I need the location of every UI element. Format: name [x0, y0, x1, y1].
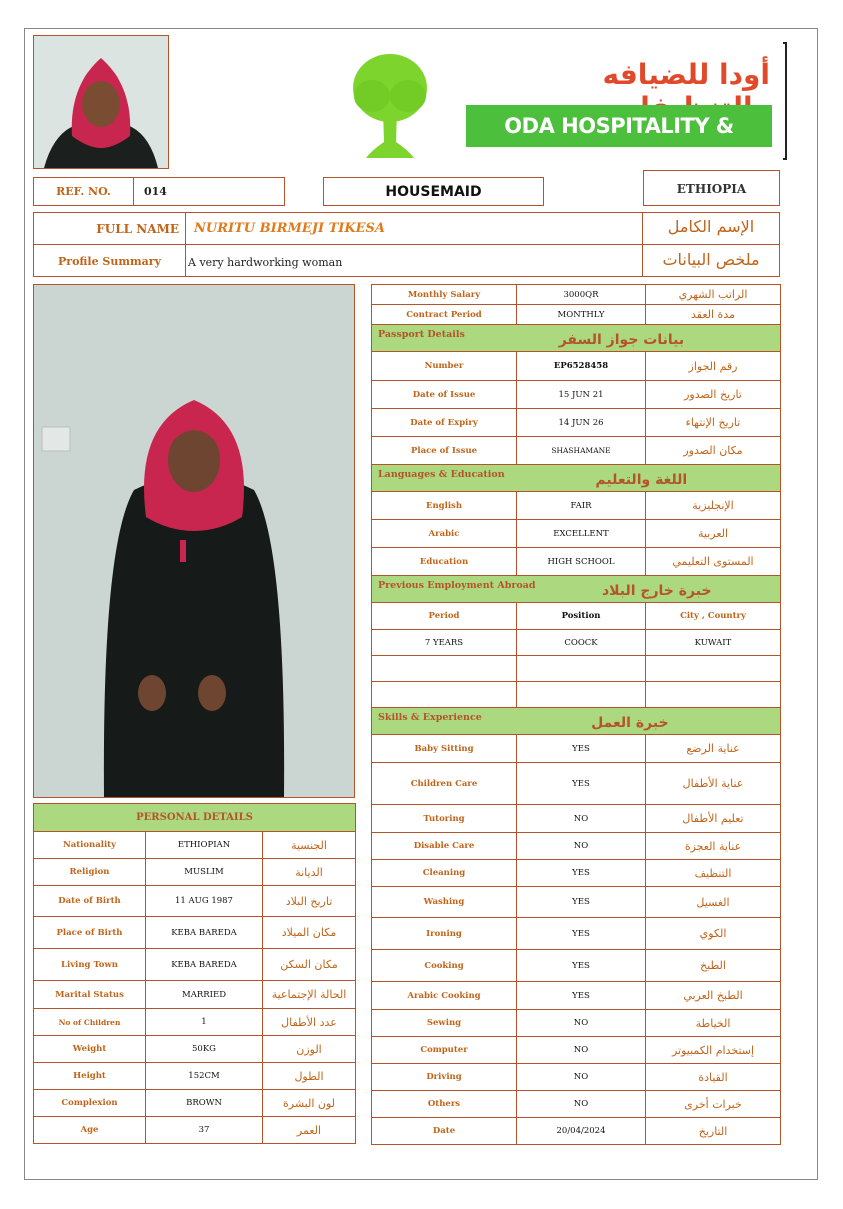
employment-country: KUWAIT — [646, 630, 781, 656]
date-arabic: التاريخ — [646, 1118, 781, 1145]
table-row — [372, 409, 781, 437]
place-of-issue-label: Place of Issue — [372, 437, 517, 465]
table-row — [372, 305, 781, 325]
table-row — [372, 1037, 781, 1064]
skills-section-header — [372, 708, 781, 735]
baby-sitting-arabic: عناية الرضع — [646, 735, 781, 763]
table-row — [34, 917, 356, 949]
ironing-label: Ironing — [372, 918, 517, 950]
sewing-label: Sewing — [372, 1010, 517, 1037]
table-row — [372, 763, 781, 805]
personal-details-title: PERSONAL DETAILS — [34, 804, 356, 832]
baby-sitting-value: YES — [517, 735, 646, 763]
education-label: Education — [372, 548, 517, 576]
employment-title-ar: خبرة خارج البلاد — [601, 582, 712, 599]
religion-label: Religion — [34, 859, 146, 886]
tutoring-value: NO — [517, 805, 646, 833]
table-row — [372, 1064, 781, 1091]
personal-details-header — [34, 804, 356, 832]
nationality-value: ETHIOPIAN — [146, 832, 263, 859]
full-name-row — [34, 213, 779, 245]
table-row — [372, 656, 781, 682]
table-row — [372, 1010, 781, 1037]
disable-care-arabic: عناية العجزة — [646, 833, 781, 860]
passport-title-en: Passport Details — [378, 328, 465, 340]
table-row — [34, 1009, 356, 1036]
place-of-birth-value: KEBA BAREDA — [146, 917, 263, 949]
table-row — [34, 1090, 356, 1117]
employment-columns — [372, 603, 781, 630]
profile-summary-row — [34, 245, 779, 277]
living-town-value: KEBA BAREDA — [146, 949, 263, 981]
tutoring-label: Tutoring — [372, 805, 517, 833]
table-row — [372, 492, 781, 520]
cooking-label: Cooking — [372, 950, 517, 982]
contract-period-value: MONTHLY — [517, 305, 646, 325]
children-value: 1 — [146, 1009, 263, 1036]
table-row — [372, 381, 781, 409]
arabic-value: EXCELLENT — [517, 520, 646, 548]
tree-logo-icon — [350, 50, 430, 160]
religion-arabic: الديانة — [263, 859, 356, 886]
children-arabic: عدد الأطفال — [263, 1009, 356, 1036]
table-row — [34, 949, 356, 981]
weight-arabic: الوزن — [263, 1036, 356, 1063]
contract-period-label: Contract Period — [372, 305, 517, 325]
others-label: Others — [372, 1091, 517, 1118]
position-title: HOUSEMAID — [323, 177, 544, 206]
table-row — [372, 520, 781, 548]
place-of-birth-arabic: مكان الميلاد — [263, 917, 356, 949]
disable-care-value: NO — [517, 833, 646, 860]
sewing-arabic: الخياطة — [646, 1010, 781, 1037]
details-table — [371, 284, 781, 1145]
skills-title-ar: خبرة العمل — [591, 714, 669, 731]
ref-number-box — [33, 177, 285, 206]
place-of-issue-value: SHASHAMANE — [517, 437, 646, 465]
table-row — [372, 630, 781, 656]
arabic-label: Arabic — [372, 520, 517, 548]
passport-number-value: EP6528458 — [517, 352, 646, 381]
country-title: ETHIOPIA — [643, 170, 780, 206]
arabic-arabic: العربية — [646, 520, 781, 548]
living-town-label: Living Town — [34, 949, 146, 981]
table-row — [34, 1063, 356, 1090]
cleaning-label: Cleaning — [372, 860, 517, 887]
place-of-birth-label: Place of Birth — [34, 917, 146, 949]
table-row — [372, 352, 781, 381]
washing-label: Washing — [372, 887, 517, 918]
full-name-label: FULL NAME — [34, 213, 186, 244]
children-care-value: YES — [517, 763, 646, 805]
table-row — [372, 548, 781, 576]
height-value: 152CM — [146, 1063, 263, 1090]
table-row — [372, 285, 781, 305]
date-value: 20/04/2024 — [517, 1118, 646, 1145]
arabic-cooking-label: Arabic Cooking — [372, 982, 517, 1010]
ref-number-value: 014 — [144, 185, 167, 198]
english-label: English — [372, 492, 517, 520]
ironing-arabic: الكوي — [646, 918, 781, 950]
full-name-arabic: الإسم الكامل — [642, 213, 779, 244]
washing-value: YES — [517, 887, 646, 918]
table-row — [34, 886, 356, 917]
logo-arabic-name: أودا للضيافه — [602, 58, 770, 91]
profile-summary-arabic: ملخص البيانات — [642, 245, 779, 277]
city-country-column-header: City , Country — [646, 603, 781, 630]
marital-status-label: Marital Status — [34, 981, 146, 1009]
table-row — [372, 1091, 781, 1118]
contract-period-arabic: مدة العقد — [646, 305, 781, 325]
computer-arabic: إستخدام الكمبيوتر — [646, 1037, 781, 1064]
name-summary-box — [33, 212, 780, 277]
expiry-date-label: Date of Expiry — [372, 409, 517, 437]
complexion-arabic: لون البشرة — [263, 1090, 356, 1117]
cooking-arabic: الطبخ — [646, 950, 781, 982]
issue-date-value: 15 JUN 21 — [517, 381, 646, 409]
others-value: NO — [517, 1091, 646, 1118]
full-body-photo — [33, 284, 355, 798]
issue-date-label: Date of Issue — [372, 381, 517, 409]
languages-section-header — [372, 465, 781, 492]
children-care-arabic: عناية الأطفال — [646, 763, 781, 805]
logo-english-banner: ODA HOSPITALITY & CLEANING — [466, 105, 772, 147]
nationality-label: Nationality — [34, 832, 146, 859]
profile-summary-label: Profile Summary — [34, 245, 186, 277]
table-row — [372, 437, 781, 465]
washing-arabic: الغسيل — [646, 887, 781, 918]
employment-position: COOCK — [517, 630, 646, 656]
personal-details-table — [33, 803, 356, 1144]
issue-date-arabic: تاريخ الصدور — [646, 381, 781, 409]
computer-label: Computer — [372, 1037, 517, 1064]
passport-number-arabic: رقم الجواز — [646, 352, 781, 381]
table-row — [372, 860, 781, 887]
disable-care-label: Disable Care — [372, 833, 517, 860]
complexion-value: BROWN — [146, 1090, 263, 1117]
baby-sitting-label: Baby Sitting — [372, 735, 517, 763]
others-arabic: خبرات أخرى — [646, 1091, 781, 1118]
place-of-issue-arabic: مكان الصدور — [646, 437, 781, 465]
age-label: Age — [34, 1117, 146, 1144]
driving-label: Driving — [372, 1064, 517, 1091]
driving-value: NO — [517, 1064, 646, 1091]
education-value: HIGH SCHOOL — [517, 548, 646, 576]
nationality-arabic: الجنسية — [263, 832, 356, 859]
children-label: No of Children — [34, 1009, 146, 1036]
arabic-cooking-value: YES — [517, 982, 646, 1010]
tutoring-arabic: تعليم الأطفال — [646, 805, 781, 833]
employment-section-header — [372, 576, 781, 603]
small-photo — [33, 35, 169, 169]
employment-period: 7 YEARS — [372, 630, 517, 656]
english-value: FAIR — [517, 492, 646, 520]
height-arabic: الطول — [263, 1063, 356, 1090]
sewing-value: NO — [517, 1010, 646, 1037]
weight-label: Weight — [34, 1036, 146, 1063]
languages-title-en: Languages & Education — [378, 468, 505, 480]
expiry-date-value: 14 JUN 26 — [517, 409, 646, 437]
logo-bracket — [783, 42, 787, 160]
table-row — [372, 805, 781, 833]
table-row — [34, 859, 356, 886]
table-row — [372, 833, 781, 860]
salary-arabic: الراتب الشهري — [646, 285, 781, 305]
complexion-label: Complexion — [34, 1090, 146, 1117]
table-row — [372, 682, 781, 708]
passport-number-label: Number — [372, 352, 517, 381]
computer-value: NO — [517, 1037, 646, 1064]
education-arabic: المستوى التعليمي — [646, 548, 781, 576]
arabic-cooking-arabic: الطبخ العربي — [646, 982, 781, 1010]
height-label: Height — [34, 1063, 146, 1090]
salary-label: Monthly Salary — [372, 285, 517, 305]
languages-title-ar: اللغة والتعليم — [595, 471, 688, 488]
expiry-date-arabic: تاريخ الإنتهاء — [646, 409, 781, 437]
living-town-arabic: مكان السكن — [263, 949, 356, 981]
children-care-label: Children Care — [372, 763, 517, 805]
passport-title-ar: بيانات جواز السفر — [558, 331, 685, 348]
full-name-value: NURITU BIRMEJI TIKESA — [194, 221, 386, 236]
table-row — [34, 832, 356, 859]
table-row — [372, 918, 781, 950]
date-label: Date — [372, 1118, 517, 1145]
dob-value: 11 AUG 1987 — [146, 886, 263, 917]
cleaning-arabic: التنظيف — [646, 860, 781, 887]
ironing-value: YES — [517, 918, 646, 950]
dob-arabic: تاريخ البلاد — [263, 886, 356, 917]
passport-section-header — [372, 325, 781, 352]
driving-arabic: القيادة — [646, 1064, 781, 1091]
dob-label: Date of Birth — [34, 886, 146, 917]
salary-value: 3000QR — [517, 285, 646, 305]
cleaning-value: YES — [517, 860, 646, 887]
table-row — [34, 981, 356, 1009]
english-arabic: الإنجليزية — [646, 492, 781, 520]
age-arabic: العمر — [263, 1117, 356, 1144]
ref-number-label: REF. NO. — [34, 178, 134, 205]
cooking-value: YES — [517, 950, 646, 982]
employment-title-en: Previous Employment Abroad — [378, 579, 536, 591]
marital-status-value: MARRIED — [146, 981, 263, 1009]
period-column-header: Period — [372, 603, 517, 630]
table-row — [372, 735, 781, 763]
table-row — [34, 1117, 356, 1144]
skills-title-en: Skills & Experience — [378, 711, 482, 723]
table-row — [372, 887, 781, 918]
religion-value: MUSLIM — [146, 859, 263, 886]
marital-status-arabic: الحالة الإجتماعية — [263, 981, 356, 1009]
profile-summary-value: A very hardworking woman — [188, 256, 343, 269]
table-row — [34, 1036, 356, 1063]
position-column-header: Position — [517, 603, 646, 630]
table-row — [372, 982, 781, 1010]
weight-value: 50KG — [146, 1036, 263, 1063]
age-value: 37 — [146, 1117, 263, 1144]
table-row — [372, 1118, 781, 1145]
table-row — [372, 950, 781, 982]
